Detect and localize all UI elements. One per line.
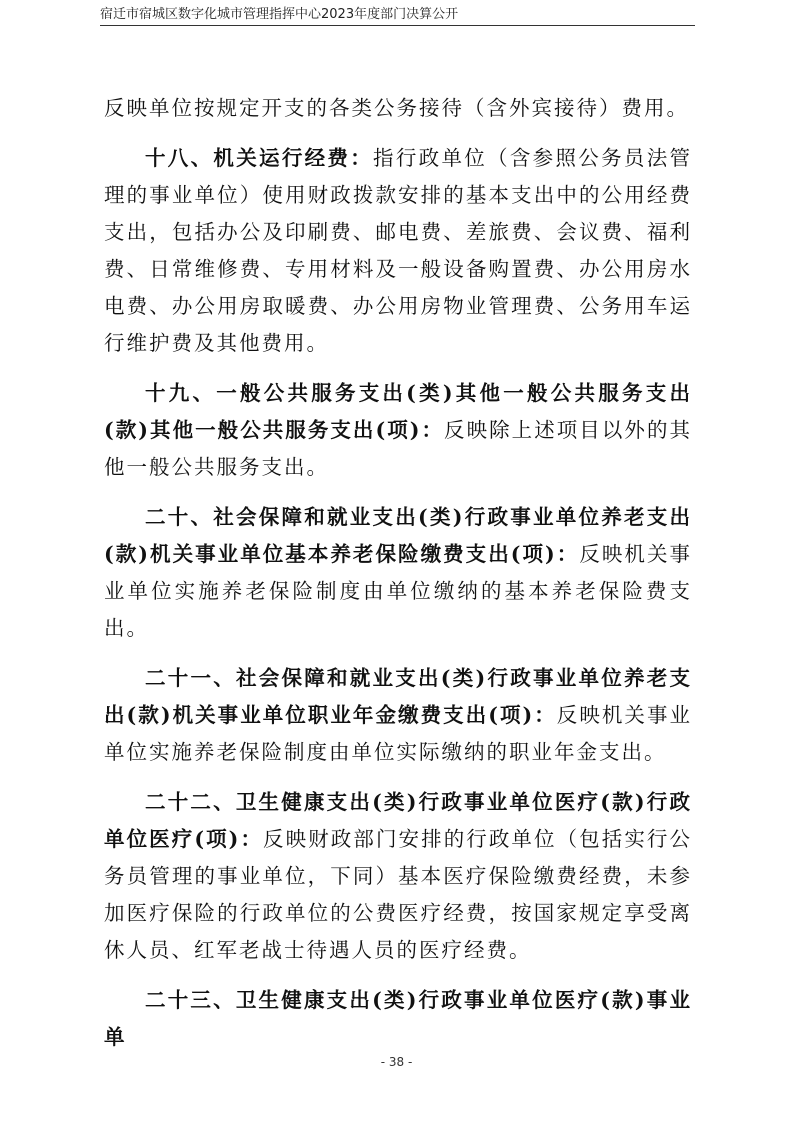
paragraph [104, 660, 692, 771]
paragraph [104, 784, 692, 969]
page-number: - 38 - [380, 1055, 413, 1069]
paragraph [104, 982, 692, 1056]
paragraph-term: 二十三、卫生健康支出(类)行政事业单位医疗(款)事业单 [104, 988, 692, 1049]
paragraph [104, 499, 692, 647]
paragraph-text: 反映机关事业单位实施养老保险制度由单位缴纳的基本养老保险费支出。 [104, 542, 693, 640]
paragraph [104, 90, 692, 127]
paragraph-text: 反映除上述项目以外的其他一般公共服务支出。 [104, 418, 692, 479]
document-body [104, 90, 692, 1056]
paragraph-text: 反映单位按规定开支的各类公务接待（含外宾接待）费用。 [104, 96, 689, 120]
paragraph [104, 375, 692, 486]
paragraph-term: 二十二、卫生健康支出(类)行政事业单位医疗(款)行政单位医疗(项)： [104, 790, 692, 851]
paragraph-term: 十九、一般公共服务支出(类)其他一般公共服务支出(款)其他一般公共服务支出(项)： [104, 381, 692, 442]
paragraph-term: 二十一、社会保障和就业支出(类)行政事业单位养老支出(款)机关事业单位职业年金缴费支出(项)： [104, 666, 692, 727]
paragraph-text: 反映机关事业单位实施养老保险制度由单位实际缴纳的职业年金支出。 [104, 703, 693, 764]
paragraph-term: 十八、机关运行经费： [145, 146, 374, 170]
running-header: 宿迁市宿城区数字化城市管理指挥中心2023年度部门决算公开 [100, 7, 459, 22]
paragraph-text: 指行政单位（含参照公务员法管理的事业单位）使用财政拨款安排的基本支出中的公用经费支出，包括办公及印刷费、邮电费、差旅费、会议费、福利费、日常维修费、专用材料及一般设备购置费、办公用房水电费、办公用房取暖费、办公用房物业管理费、公务用车运行维护费及其他费用。 [104, 146, 693, 355]
paragraph-text: 反映财政部门安排的行政单位（包括实行公务员管理的事业单位，下同）基本医疗保险缴费经费，未参加医疗保险的行政单位的公费医疗经费，按国家规定享受离休人员、红军老战士待遇人员的医疗经费。 [104, 827, 692, 962]
paragraph-term: 二十、社会保障和就业支出(类)行政事业单位养老支出(款)机关事业单位基本养老保险缴费支出(项)： [104, 505, 692, 566]
paragraph [104, 140, 692, 362]
header-rule [100, 25, 695, 26]
